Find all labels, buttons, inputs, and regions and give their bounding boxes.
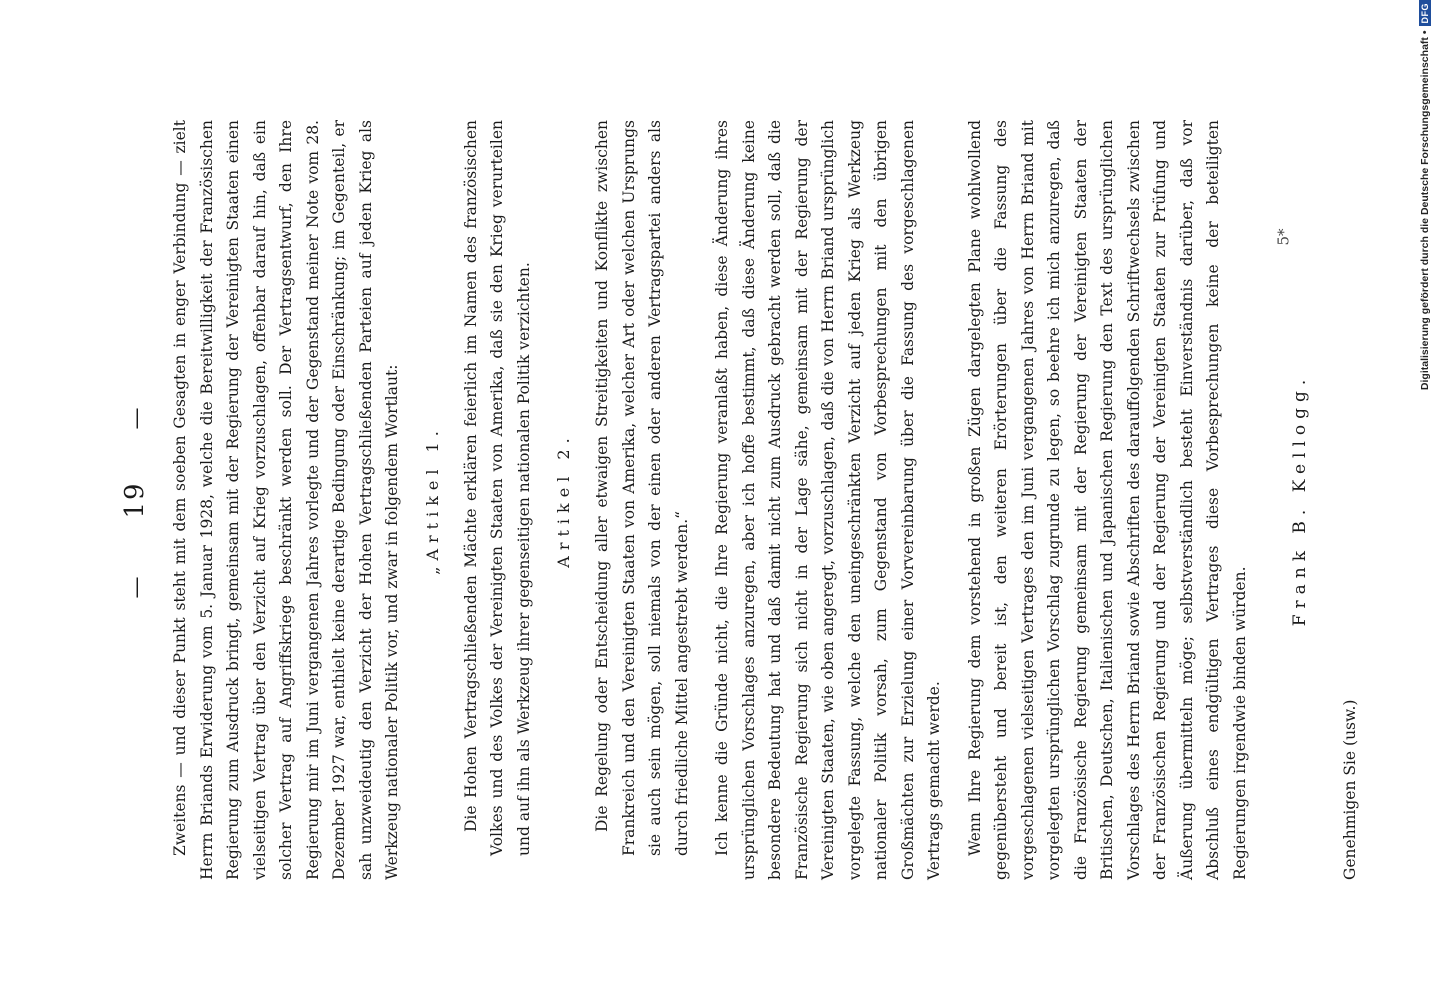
page-number: 19 bbox=[120, 481, 150, 519]
header-dash-left: — bbox=[124, 570, 149, 599]
closing-formula: Genehmigen Sie (usw.) bbox=[1341, 699, 1359, 880]
paragraph-gap bbox=[948, 120, 962, 880]
credit-text: Digitalisierung gefördert durch die Deutsche Forschungsgemeinschaft • bbox=[1419, 30, 1431, 391]
signature: Frank B. Kellogg. bbox=[1290, 373, 1310, 627]
reasons-paragraph: Ich kenne die Gründe nicht, die Ihre Regierung veranlaßt haben, diese Änderung ihres ursprünglichen Vorschlages anzuregen, aber ich hoffe bestimmt, daß diese Änderung keine besondere Bedeutung hat und daß damit nicht zum Ausdruck gebracht werden soll, daß die Französische Regierung sich nicht in der Lage sähe, gemeinsam mit der Regierung der Vereinigten Staaten, wie oben angeregt, vorzuschlagen, daß die von Herrn Briand ursprünglich vorgelegte Fassung, welche den uneingeschränkten Verzicht auf jeden Krieg als Werkzeug nationaler Politik vorsah, zum Gegenstand von Vorbesprechungen mit den übrigen Großmächten zur Erzielung einer Vorvereinbarung über die Fassung des vorgeschlagenen Vertrags gemacht werde. bbox=[713, 120, 943, 880]
article-1-text: Die Hohen Vertragschließenden Mächte erklären feierlich im Namen des französischen Volkes und des Volkes der Vereinigten Staaten von Amerika, daß sie den Krieg verurteilen und auf ihn als Werkzeug ihrer gegenseitigen nationalen Politik verzichten. bbox=[461, 120, 533, 856]
dfg-logo-icon: DFG bbox=[1419, 0, 1431, 27]
digitization-credit bbox=[1415, 0, 1434, 400]
article-2-text: Die Regelung oder Entscheidung aller etwaigen Streitigkeiten und Konflikte zwischen Frankreich und den Vereinigten Staaten von Amerika, welcher Art oder welchen Ursprungs sie auch sein mögen, soll niemals von der einen oder anderen Vertragspartei anders als durch friedliche Mittel angestrebt werden.“ bbox=[593, 120, 691, 856]
credit-line bbox=[1417, 0, 1433, 400]
article-1-block bbox=[458, 120, 538, 880]
article-1-title: „Artikel 1. bbox=[422, 425, 442, 575]
paragraph-gap bbox=[695, 120, 709, 880]
proposal-paragraph: Wenn Ihre Regierung dem vorstehend in großen Zügen dargelegten Plane wohlwollend gegenübersteht und bereit ist, den weiteren Erörterungen über die Fassung des vorgeschlagenen vielseitigen Vertrages den im Juni vergangenen Jahres von Herrn Briand mit vorgelegten ursprünglichen Vorschlag zugrunde zu legen, so beehre ich mich anzuregen, daß die Französische Regierung gemeinsam mit der Regierung der Vereinigten Staaten der Britischen, Deutschen, Italienischen und Japanischen Regierung den Text des ursprünglichen Vorschlages des Herrn Briand sowie Abschriften des darauffolgenden Schriftwechsels zwischen der Französischen Regierung und der Regierung der Vereinigten Staaten zur Prüfung und Äußerung übermitteln möge; selbstverständlich besteht Einverständnis darüber, daß vor Abschluß eines endgültigen Vertrages diese Vorbesprechungen keine der beteiligten Regierungen irgendwie binden würden. bbox=[965, 120, 1249, 880]
document-page bbox=[115, 120, 1359, 880]
intro-paragraph: Zweitens — und dieser Punkt steht mit dem soeben Gesagten in enger Verbindung — zielt Herrn Briands Erwiderung vom 5. Januar 1928, welche die Bereitwilligkeit der Französischen Regierung zum Ausdruck bringt, gemeinsam mit der Regierung der Vereinigten Staaten einen vielseitigen Vertrag über den Verzicht auf Krieg vorzuschlagen, offenbar darauf hin, daß ein solcher Vertrag auf Angriffskriege beschränkt werden soll. Der Vertragsentwurf, den Ihre Regierung mir im Juni vergangenen Jahres vorlegte und der Gegenstand meiner Note vom 28. Dezember 1927 war, enthielt keine derartige Bedingung oder Einschränkung; im Gegenteil, er sah unzweideutig den Verzicht der Hohen Vertragschließenden Parteien auf jeden Krieg als Werkzeug nationaler Politik vor, und zwar in folgendem Wortlaut: bbox=[171, 120, 401, 880]
sheet-signature-mark: 5* bbox=[1274, 228, 1293, 246]
header-dash-right: — bbox=[124, 401, 149, 430]
page-header bbox=[115, 120, 155, 880]
article-2-block bbox=[589, 120, 695, 880]
article-2-title: Artikel 2. bbox=[554, 432, 573, 568]
